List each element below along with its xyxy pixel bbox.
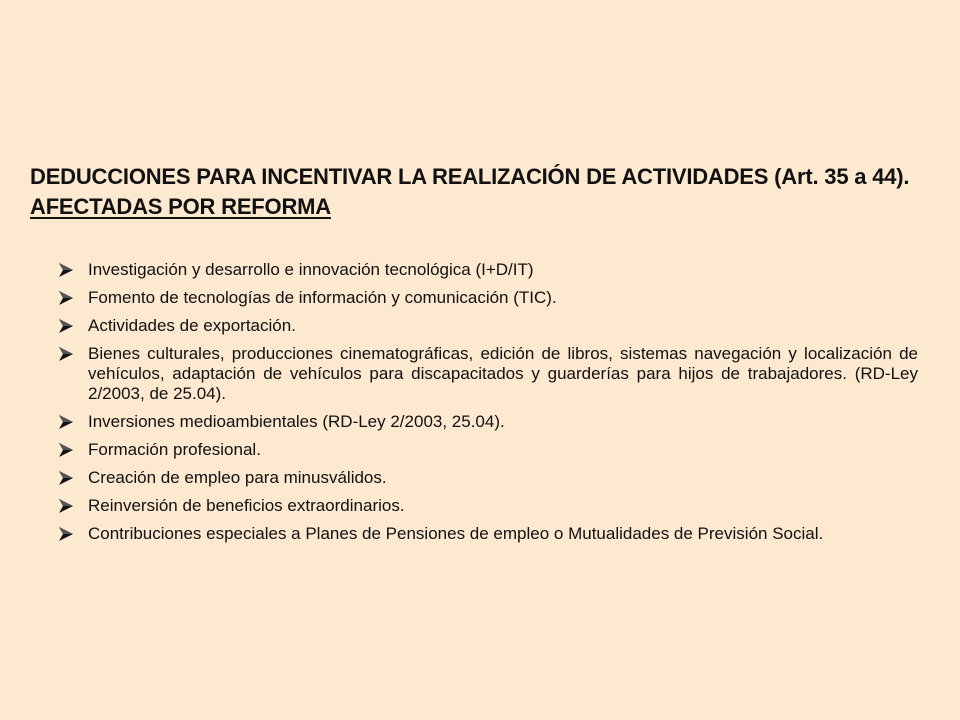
- title-underlined-text: AFECTADAS POR REFORMA: [30, 194, 331, 219]
- arrow-bullet-icon: [58, 291, 74, 305]
- arrow-bullet-icon: [58, 471, 74, 485]
- bullet-list: [58, 260, 918, 552]
- list-item: [58, 468, 918, 488]
- arrow-bullet-icon: [58, 263, 74, 277]
- list-item-text: Investigación y desarrollo e innovación tecnológica (I+D/IT): [88, 260, 534, 279]
- list-item-text: Actividades de exportación.: [88, 316, 296, 335]
- list-item: [58, 496, 918, 516]
- list-item-text: Fomento de tecnologías de información y comunicación (TIC).: [88, 288, 557, 307]
- arrow-bullet-icon: [58, 527, 74, 541]
- list-item: [58, 288, 918, 308]
- list-item-text: Inversiones medioambientales (RD-Ley 2/2003, 25.04).: [88, 412, 505, 431]
- list-item-text: Creación de empleo para minusválidos.: [88, 468, 387, 487]
- list-item-text: Contribuciones especiales a Planes de Pensiones de empleo o Mutualidades de Previsión Social.: [88, 524, 824, 543]
- title-text: DEDUCCIONES PARA INCENTIVAR LA REALIZACIÓN DE ACTIVIDADES (Art. 35 a 44).: [30, 164, 910, 189]
- arrow-bullet-icon: [58, 347, 74, 361]
- list-item: [58, 524, 918, 544]
- arrow-bullet-icon: [58, 499, 74, 513]
- list-item-text: Reinversión de beneficios extraordinarios.: [88, 496, 405, 515]
- list-item: [58, 440, 918, 460]
- arrow-bullet-icon: [58, 443, 74, 457]
- list-item: [58, 260, 918, 280]
- list-item: [58, 316, 918, 336]
- list-item-text: Bienes culturales, producciones cinematográficas, edición de libros, sistemas navegación y localización de vehículos, adaptación de vehículos para discapacitados y guarderías para hijos de trabajadores. (RD-Ley 2/2003, de 25.04).: [88, 344, 918, 403]
- list-item-text: Formación profesional.: [88, 440, 261, 459]
- list-item: [58, 412, 918, 432]
- arrow-bullet-icon: [58, 319, 74, 333]
- list-item: [58, 344, 918, 404]
- arrow-bullet-icon: [58, 415, 74, 429]
- slide-title: [30, 162, 930, 222]
